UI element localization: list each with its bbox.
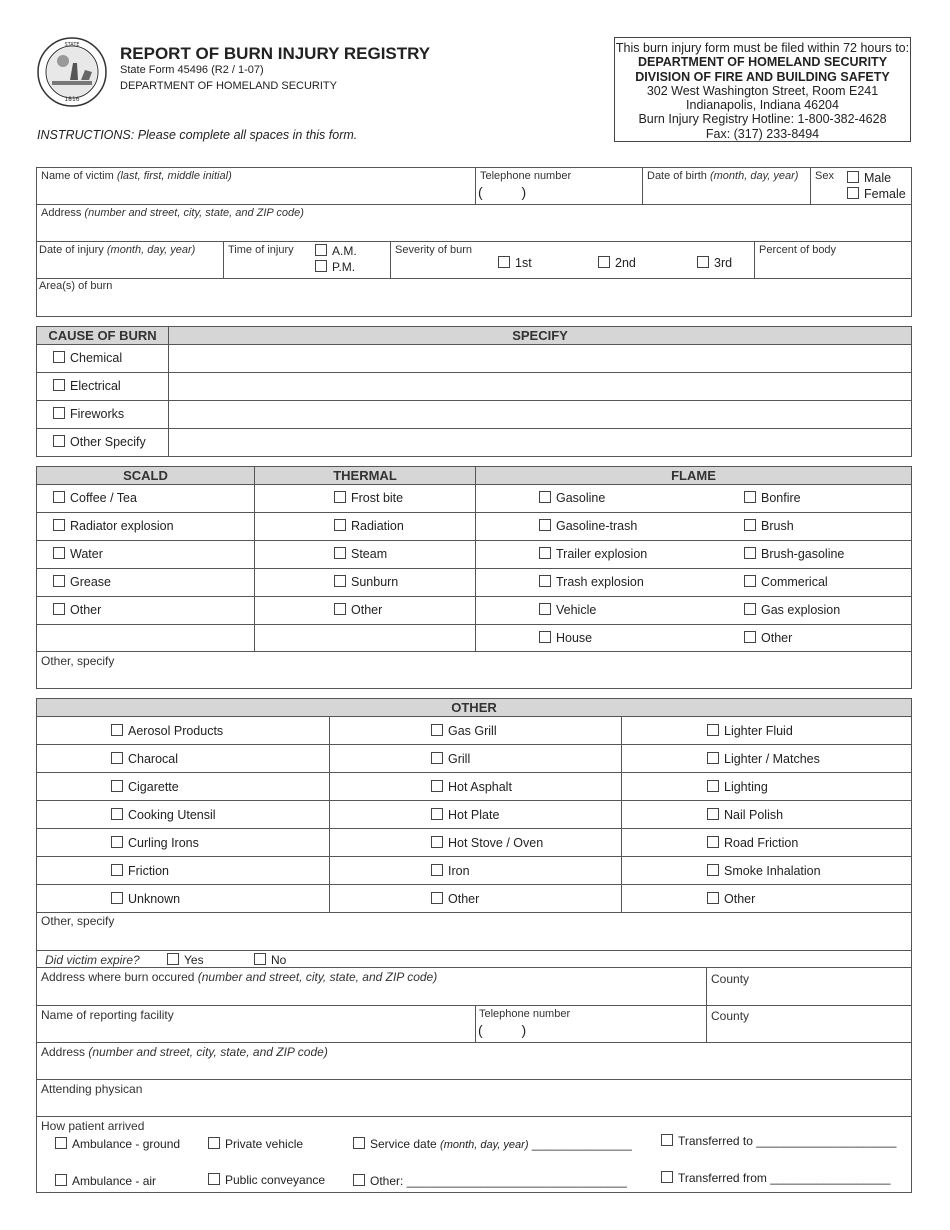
checkbox-icon bbox=[707, 780, 719, 792]
thermal-checkbox[interactable] bbox=[334, 491, 403, 505]
checkbox-icon bbox=[707, 724, 719, 736]
arrival-public-conveyance-checkbox[interactable]: Public conveyance bbox=[208, 1173, 325, 1187]
facility-address-label: Address (number and street, city, state, and ZIP code) bbox=[41, 1045, 328, 1059]
burn-areas-input[interactable] bbox=[37, 294, 907, 315]
scald-checkbox[interactable] bbox=[53, 519, 174, 533]
other-cause-checkbox[interactable] bbox=[111, 892, 180, 906]
facility-county-input[interactable] bbox=[707, 1023, 910, 1041]
option-label: Road Friction bbox=[724, 836, 799, 850]
severity-3rd-checkbox[interactable]: 3rd bbox=[697, 256, 732, 270]
option-label: Sunburn bbox=[351, 575, 399, 589]
checkbox-icon bbox=[539, 575, 551, 587]
other-cause-checkbox[interactable] bbox=[431, 892, 479, 906]
notice-line: Indianapolis, Indiana 46204 bbox=[686, 98, 839, 113]
checkbox-icon bbox=[847, 187, 859, 199]
option-label: Iron bbox=[448, 864, 470, 878]
checkbox-icon bbox=[431, 752, 443, 764]
notice-line: DIVISION OF FIRE AND BUILDING SAFETY bbox=[635, 69, 890, 84]
option-label: Cigarette bbox=[128, 780, 179, 794]
scald-checkbox[interactable] bbox=[53, 603, 101, 617]
checkbox-icon bbox=[55, 1174, 67, 1186]
checkbox-icon bbox=[315, 244, 327, 256]
cause-checkbox[interactable] bbox=[53, 351, 122, 365]
cause-checkbox[interactable] bbox=[53, 407, 124, 421]
option-label: Other bbox=[351, 603, 383, 617]
checkbox-icon bbox=[431, 808, 443, 820]
time-am-checkbox[interactable]: A.M. bbox=[315, 244, 357, 258]
physician-label: Attending physican bbox=[41, 1082, 143, 1096]
option-label: Frost bite bbox=[351, 491, 404, 505]
option-label: Lighter / Matches bbox=[724, 752, 820, 766]
scald-checkbox[interactable] bbox=[53, 575, 111, 589]
expire-yes-checkbox[interactable]: Yes bbox=[167, 953, 204, 967]
burn-county-label: County bbox=[711, 972, 750, 986]
option-label: Nail Polish bbox=[724, 808, 784, 822]
burn-county-input[interactable] bbox=[707, 986, 910, 1004]
arrival-private-vehicle-checkbox[interactable]: Private vehicle bbox=[208, 1137, 303, 1151]
flame-checkbox[interactable] bbox=[539, 575, 644, 589]
checkbox-icon bbox=[53, 435, 65, 447]
option-label: Fireworks bbox=[70, 407, 125, 421]
option-label: Water bbox=[70, 547, 103, 561]
severity-label: Severity of burn bbox=[395, 244, 473, 256]
flame-header: FLAME bbox=[475, 466, 912, 485]
option-label: Unknown bbox=[128, 892, 181, 906]
checkbox-icon bbox=[498, 256, 510, 268]
checkbox-icon bbox=[744, 575, 756, 587]
checkbox-icon bbox=[334, 491, 346, 503]
checkbox-icon bbox=[431, 724, 443, 736]
svg-text:STATE: STATE bbox=[64, 42, 80, 48]
svg-text:1816: 1816 bbox=[64, 96, 80, 103]
thermal-checkbox[interactable] bbox=[334, 575, 398, 589]
notice-line: Burn Injury Registry Hotline: 1-800-382-4628 bbox=[638, 112, 887, 127]
cause-specify-input[interactable] bbox=[170, 373, 910, 399]
checkbox-icon bbox=[661, 1171, 673, 1183]
checkbox-icon bbox=[254, 953, 266, 965]
checkbox-icon bbox=[707, 836, 719, 848]
notice-line: This burn injury form must be filed within 72 hours to: bbox=[615, 41, 910, 55]
checkbox-icon bbox=[208, 1173, 220, 1185]
other-cause-checkbox[interactable] bbox=[111, 724, 223, 738]
option-label: Cooking Utensil bbox=[128, 808, 216, 822]
victim-name-label: Name of victim (last, first, middle initial) bbox=[41, 170, 232, 182]
checkbox-icon bbox=[353, 1174, 365, 1186]
checkbox-icon bbox=[53, 603, 65, 615]
other-cause-checkbox[interactable] bbox=[707, 864, 821, 878]
option-label: Smoke Inhalation bbox=[724, 864, 821, 878]
category-other-specify-label: Other, specify bbox=[41, 654, 115, 668]
checkbox-icon bbox=[744, 631, 756, 643]
expire-no-checkbox[interactable]: No bbox=[254, 953, 286, 967]
option-label: Curling Irons bbox=[128, 836, 199, 850]
severity-2nd-checkbox[interactable]: 2nd bbox=[598, 256, 636, 270]
victim-phone-label: Telephone number bbox=[480, 170, 572, 182]
arrival-other-input[interactable]: _________________________________ bbox=[406, 1174, 627, 1188]
checkbox-icon bbox=[431, 780, 443, 792]
option-label: Commerical bbox=[761, 575, 828, 589]
checkbox-icon bbox=[111, 864, 123, 876]
checkbox-icon bbox=[55, 1137, 67, 1149]
arrival-transferred-to-checkbox[interactable]: Transferred to _____________________ bbox=[661, 1134, 896, 1148]
injury-time-label: Time of injury bbox=[228, 244, 294, 256]
checkbox-icon bbox=[111, 752, 123, 764]
checkbox-icon bbox=[315, 260, 327, 272]
arrival-service-date-checkbox[interactable]: Service date (month, day, year) _______________ bbox=[353, 1137, 632, 1151]
burn-address-input[interactable] bbox=[37, 985, 705, 1003]
percent-body-label: Percent of body bbox=[759, 244, 837, 256]
option-label: Bonfire bbox=[761, 491, 801, 505]
checkbox-icon bbox=[744, 603, 756, 615]
victim-dob-label: Date of birth (month, day, year) bbox=[647, 170, 799, 182]
scald-checkbox[interactable] bbox=[53, 491, 137, 505]
option-label: Grease bbox=[70, 575, 111, 589]
other-cause-checkbox[interactable] bbox=[111, 836, 199, 850]
option-label: Trailer explosion bbox=[556, 547, 648, 561]
checkbox-icon bbox=[697, 256, 709, 268]
checkbox-icon bbox=[539, 547, 551, 559]
sex-male-checkbox[interactable]: Male bbox=[847, 171, 891, 185]
checkbox-icon bbox=[539, 631, 551, 643]
sex-female-checkbox[interactable]: Female bbox=[847, 187, 906, 201]
facility-phone-label: Telephone number bbox=[479, 1008, 571, 1020]
checkbox-icon bbox=[53, 575, 65, 587]
checkbox-icon bbox=[707, 808, 719, 820]
flame-checkbox[interactable] bbox=[539, 519, 637, 533]
option-label: Hot Plate bbox=[448, 808, 500, 822]
sex-label: Sex bbox=[815, 170, 834, 182]
injury-date-label: Date of injury (month, day, year) bbox=[39, 244, 196, 256]
checkbox-icon bbox=[539, 491, 551, 503]
checkbox-icon bbox=[111, 808, 123, 820]
option-label: Gas explosion bbox=[761, 603, 841, 617]
physician-input[interactable] bbox=[37, 1097, 907, 1115]
flame-checkbox[interactable] bbox=[539, 547, 647, 561]
facility-county-label: County bbox=[711, 1009, 750, 1023]
cause-checkbox[interactable] bbox=[53, 435, 146, 449]
notice-line: DEPARTMENT OF HOMELAND SECURITY bbox=[637, 55, 888, 70]
checkbox-icon bbox=[53, 379, 65, 391]
transferred-from-input[interactable]: __________________ bbox=[770, 1171, 891, 1185]
victim-phone-input[interactable]: ( ) bbox=[478, 184, 527, 200]
option-label: Brush-gasoline bbox=[761, 547, 845, 561]
option-label: Other bbox=[70, 603, 102, 617]
scald-checkbox[interactable] bbox=[53, 547, 103, 561]
expire-label: Did victim expire? bbox=[45, 953, 140, 967]
option-label: Radiation bbox=[351, 519, 404, 533]
cause-specify-input[interactable] bbox=[170, 429, 910, 455]
thermal-checkbox[interactable] bbox=[334, 519, 404, 533]
checkbox-icon bbox=[707, 752, 719, 764]
option-label: Steam bbox=[351, 547, 388, 561]
option-label: Charocal bbox=[128, 752, 179, 766]
checkbox-icon bbox=[111, 780, 123, 792]
percent-body-input[interactable] bbox=[755, 258, 910, 277]
form-number: State Form 45496 (R2 / 1-07) bbox=[120, 64, 264, 76]
option-label: House bbox=[556, 631, 593, 645]
facility-address-input[interactable] bbox=[37, 1060, 907, 1078]
arrival-label: How patient arrived bbox=[41, 1119, 145, 1133]
checkbox-icon bbox=[334, 603, 346, 615]
option-label: Brush bbox=[761, 519, 794, 533]
victim-address-label: Address (number and street, city, state, and ZIP code) bbox=[41, 207, 304, 219]
other-cause-checkbox[interactable] bbox=[707, 892, 755, 906]
option-label: Electrical bbox=[70, 379, 121, 393]
checkbox-icon bbox=[661, 1134, 673, 1146]
victim-name-input[interactable] bbox=[37, 184, 473, 203]
option-label: Trash explosion bbox=[556, 575, 644, 589]
flame-checkbox[interactable] bbox=[744, 603, 840, 617]
notice-line: 302 West Washington Street, Room E241 bbox=[646, 83, 879, 98]
form-title: REPORT OF BURN INJURY REGISTRY bbox=[120, 44, 431, 63]
other-cause-checkbox[interactable] bbox=[431, 780, 512, 794]
facility-phone-input[interactable]: ( ) bbox=[478, 1022, 527, 1038]
checkbox-icon bbox=[53, 491, 65, 503]
specify-header: SPECIFY bbox=[168, 326, 912, 345]
other-header: OTHER bbox=[36, 698, 912, 717]
severity-1st-checkbox[interactable]: 1st bbox=[498, 256, 532, 270]
flame-checkbox[interactable] bbox=[539, 603, 596, 617]
checkbox-icon bbox=[431, 864, 443, 876]
option-label: Aerosol Products bbox=[128, 724, 224, 738]
other-cause-checkbox[interactable] bbox=[431, 752, 470, 766]
flame-checkbox[interactable] bbox=[744, 519, 794, 533]
option-label: Other bbox=[448, 892, 480, 906]
option-label: Vehicle bbox=[556, 603, 597, 617]
other-cause-checkbox[interactable] bbox=[707, 836, 798, 850]
checkbox-icon bbox=[111, 724, 123, 736]
other-cause-checkbox[interactable] bbox=[431, 864, 470, 878]
flame-checkbox[interactable] bbox=[744, 631, 792, 645]
notice-line: Fax: (317) 233-8494 bbox=[705, 126, 820, 141]
option-label: Lighter Fluid bbox=[724, 724, 793, 738]
checkbox-icon bbox=[744, 519, 756, 531]
checkbox-icon bbox=[111, 892, 123, 904]
other-cause-checkbox[interactable] bbox=[111, 808, 216, 822]
checkbox-icon bbox=[53, 547, 65, 559]
flame-checkbox[interactable] bbox=[744, 547, 844, 561]
department-name: DEPARTMENT OF HOMELAND SECURITY bbox=[120, 80, 337, 92]
option-label: Lighting bbox=[724, 780, 768, 794]
facility-name-input[interactable] bbox=[37, 1022, 473, 1041]
facility-name-label: Name of reporting facility bbox=[41, 1008, 174, 1022]
option-label: Other Specify bbox=[70, 435, 146, 449]
checkbox-icon bbox=[334, 519, 346, 531]
checkbox-icon bbox=[111, 836, 123, 848]
checkbox-icon bbox=[353, 1137, 365, 1149]
other-cause-checkbox[interactable] bbox=[431, 808, 499, 822]
checkbox-icon bbox=[598, 256, 610, 268]
cause-specify-input[interactable] bbox=[170, 345, 910, 371]
burn-address-label: Address where burn occured (number and street, city, state, and ZIP code) bbox=[41, 970, 438, 984]
injury-date-input[interactable] bbox=[37, 258, 221, 277]
cause-checkbox[interactable] bbox=[53, 379, 121, 393]
option-label: Gasoline bbox=[556, 491, 606, 505]
category-other-specify-input[interactable] bbox=[37, 669, 907, 687]
option-label: Friction bbox=[128, 864, 169, 878]
checkbox-icon bbox=[431, 892, 443, 904]
option-label: Other bbox=[761, 631, 793, 645]
option-label: Radiator explosion bbox=[70, 519, 174, 533]
other-cause-checkbox[interactable] bbox=[707, 752, 820, 766]
flame-checkbox[interactable] bbox=[744, 491, 801, 505]
checkbox-icon bbox=[334, 575, 346, 587]
checkbox-icon bbox=[847, 171, 859, 183]
option-label: Gas Grill bbox=[448, 724, 497, 738]
victim-dob-input[interactable] bbox=[643, 184, 808, 203]
arrival-other-checkbox[interactable]: Other: _________________________________ bbox=[353, 1174, 627, 1188]
checkbox-icon bbox=[53, 519, 65, 531]
other-specify-label: Other, specify bbox=[41, 914, 115, 928]
option-label: Hot Stove / Oven bbox=[448, 836, 544, 850]
filing-notice bbox=[614, 37, 911, 142]
checkbox-icon bbox=[539, 519, 551, 531]
cause-specify-input[interactable] bbox=[170, 401, 910, 427]
thermal-checkbox[interactable] bbox=[334, 603, 382, 617]
other-cause-checkbox[interactable] bbox=[111, 864, 169, 878]
option-label: Chemical bbox=[70, 351, 123, 365]
checkbox-icon bbox=[167, 953, 179, 965]
flame-checkbox[interactable] bbox=[539, 491, 605, 505]
option-label: Coffee / Tea bbox=[70, 491, 137, 505]
option-label: Other bbox=[724, 892, 756, 906]
flame-checkbox[interactable] bbox=[744, 575, 828, 589]
cause-header: CAUSE OF BURN bbox=[36, 326, 169, 345]
checkbox-icon bbox=[208, 1137, 220, 1149]
other-cause-checkbox[interactable] bbox=[111, 752, 178, 766]
service-date-input[interactable]: _______________ bbox=[531, 1137, 632, 1151]
instructions: INSTRUCTIONS: Please complete all spaces in this form. bbox=[37, 128, 358, 142]
checkbox-icon bbox=[707, 864, 719, 876]
other-cause-checkbox[interactable] bbox=[431, 836, 543, 850]
scald-header: SCALD bbox=[36, 466, 255, 485]
thermal-header: THERMAL bbox=[254, 466, 476, 485]
flame-checkbox[interactable] bbox=[539, 631, 592, 645]
checkbox-icon bbox=[431, 836, 443, 848]
other-cause-checkbox[interactable] bbox=[707, 808, 783, 822]
checkbox-icon bbox=[744, 491, 756, 503]
arrival-ambulance-air-checkbox[interactable]: Ambulance - air bbox=[55, 1174, 156, 1188]
other-cause-checkbox[interactable] bbox=[111, 780, 179, 794]
state-seal bbox=[37, 37, 107, 107]
option-label: Gasoline-trash bbox=[556, 519, 638, 533]
checkbox-icon bbox=[334, 547, 346, 559]
arrival-ambulance-ground-checkbox[interactable]: Ambulance - ground bbox=[55, 1137, 180, 1151]
checkbox-icon bbox=[539, 603, 551, 615]
transferred-to-input[interactable]: _____________________ bbox=[756, 1134, 897, 1148]
other-cause-checkbox[interactable] bbox=[431, 724, 497, 738]
option-label: Grill bbox=[448, 752, 471, 766]
checkbox-icon bbox=[53, 351, 65, 363]
time-pm-checkbox[interactable]: P.M. bbox=[315, 260, 355, 274]
arrival-transferred-from-checkbox[interactable]: Transferred from __________________ bbox=[661, 1171, 890, 1185]
other-cause-checkbox[interactable] bbox=[707, 780, 768, 794]
other-specify-input[interactable] bbox=[37, 929, 907, 949]
checkbox-icon bbox=[53, 407, 65, 419]
other-cause-checkbox[interactable] bbox=[707, 724, 793, 738]
option-label: Hot Asphalt bbox=[448, 780, 512, 794]
victim-address-input[interactable] bbox=[37, 221, 907, 240]
checkbox-icon bbox=[707, 892, 719, 904]
checkbox-icon bbox=[744, 547, 756, 559]
thermal-checkbox[interactable] bbox=[334, 547, 387, 561]
burn-areas-label: Area(s) of burn bbox=[39, 280, 113, 292]
